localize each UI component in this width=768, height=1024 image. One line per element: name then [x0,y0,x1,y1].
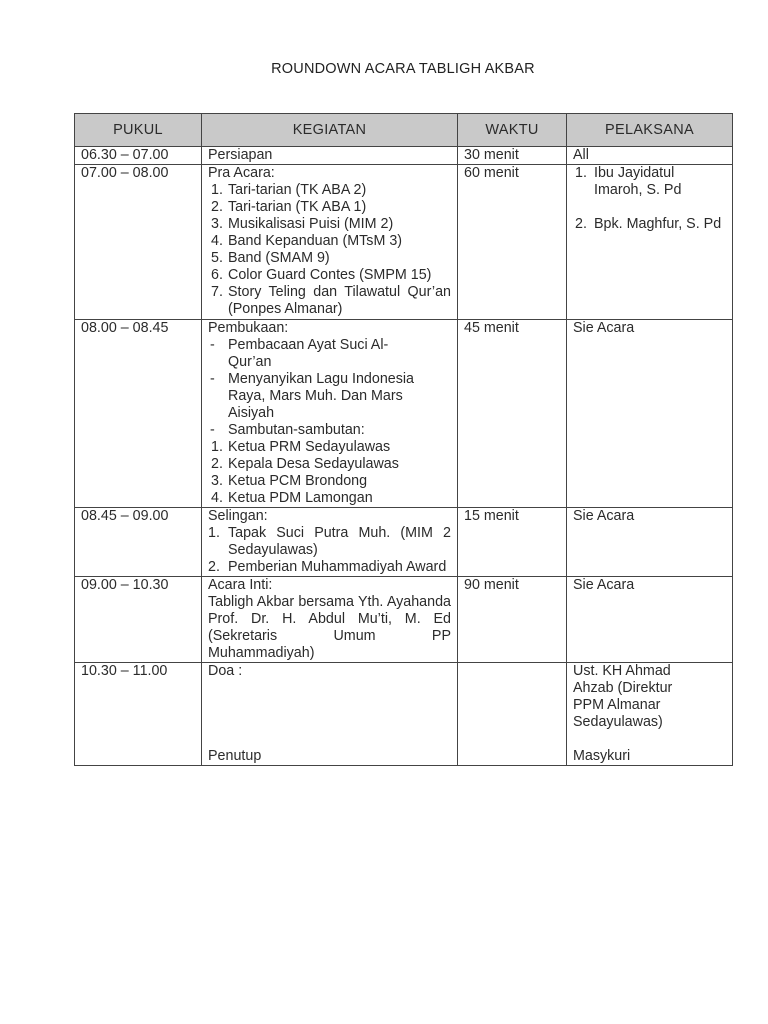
list-item: 3. Ketua PCM Brondong [211,473,368,489]
list-item: 6. Color Guard Contes (SMPM 15) [211,267,432,283]
header-row [75,114,733,147]
pelaksana-name: Ust. KH Ahmad Ahzab (Direktur PPM Almanar Sedayulawas) [573,663,673,730]
list-item: 2. Pemberian Muhammadiyah Award [208,559,447,575]
kegiatan-heading: Selingan: [208,508,268,524]
spacer [208,680,451,748]
list-item: 5. Band (SMAM 9) [211,250,330,266]
list-item: 2. Bpk. Maghfur, S. Pd [575,216,722,232]
list-item: 3. Musikalisasi Puisi (MIM 2) [211,216,394,232]
table-row [75,165,733,320]
list-item: 1. Ibu Jayidatul Imaroh, S. Pd [575,165,682,198]
kegiatan-body: Tabligh Akbar bersama Yth. Ayahanda Prof. Dr. H. Abdul Mu’ti, M. Ed (Sekretaris Umum PP Muhammadiyah) [208,594,451,661]
cell-pukul: 10.30 – 11.00 [75,663,202,766]
cell-pukul: 06.30 – 07.00 [75,147,202,165]
table-row [75,577,733,663]
cell-kegiatan: Persiapan [202,147,458,165]
list-item: 1. Tari-tarian (TK ABA 2) [211,182,367,198]
cell-pelaksana: Sie Acara [567,320,733,508]
kegiatan-list [208,182,451,318]
cell-pukul: 07.00 – 08.00 [75,165,202,320]
cell-kegiatan [202,508,458,577]
cell-waktu: 45 menit [458,320,567,508]
list-item: 2. Kepala Desa Sedayulawas [211,456,399,472]
list-item: - Sambutan-sambutan: [210,422,365,438]
kegiatan-list [208,525,451,576]
header-pelaksana: PELAKSANA [567,114,733,147]
cell-pelaksana: All [567,147,733,165]
list-item: 2. Tari-tarian (TK ABA 1) [211,199,367,215]
header-kegiatan: KEGIATAN [202,114,458,147]
cell-waktu [458,663,567,766]
kegiatan-dash-list [208,337,451,439]
cell-kegiatan [202,320,458,508]
cell-pukul: 08.45 – 09.00 [75,508,202,577]
cell-pelaksana [567,663,733,766]
table-row [75,663,733,766]
table-row [75,147,733,165]
cell-kegiatan [202,663,458,766]
pelaksana-footer: Masykuri [573,748,631,764]
header-waktu: WAKTU [458,114,567,147]
kegiatan-heading: Acara Inti: [208,577,273,593]
spacer [573,731,726,748]
kegiatan-heading: Doa : [208,663,243,679]
cell-waktu: 15 menit [458,508,567,577]
cell-kegiatan [202,165,458,320]
cell-pelaksana [567,165,733,320]
cell-pelaksana: Sie Acara [567,508,733,577]
cell-pukul: 08.00 – 08.45 [75,320,202,508]
kegiatan-heading: Pembukaan: [208,320,289,336]
cell-waktu: 90 menit [458,577,567,663]
cell-pukul: 09.00 – 10.30 [75,577,202,663]
kegiatan-footer: Penutup [208,748,262,764]
cell-waktu: 60 menit [458,165,567,320]
rundown-table [74,113,733,766]
pelaksana-list [573,165,726,233]
list-spacer [573,199,726,216]
list-item: 1. Ketua PRM Sedayulawas [211,439,391,455]
list-item: 7. Story Teling dan Tilawatul Qur’an (Ponpes Almanar) [211,284,451,317]
cell-kegiatan [202,577,458,663]
cell-waktu: 30 menit [458,147,567,165]
document-title: ROUNDOWN ACARA TABLIGH AKBAR [271,61,535,77]
table-row [75,508,733,577]
list-item: 1. Tapak Suci Putra Muh. (MIM 2 Sedayulawas) [208,525,451,558]
list-item: - Pembacaan Ayat Suci Al-Qur’an [210,337,389,370]
cell-pelaksana: Sie Acara [567,577,733,663]
kegiatan-list [208,439,451,507]
header-pukul: PUKUL [75,114,202,147]
table-row [75,320,733,508]
list-item: 4. Band Kepanduan (MTsM 3) [211,233,403,249]
kegiatan-heading: Pra Acara: [208,165,275,181]
list-item: 4. Ketua PDM Lamongan [211,490,373,506]
list-item: - Menyanyikan Lagu Indonesia Raya, Mars Muh. Dan Mars Aisiyah [210,371,414,421]
